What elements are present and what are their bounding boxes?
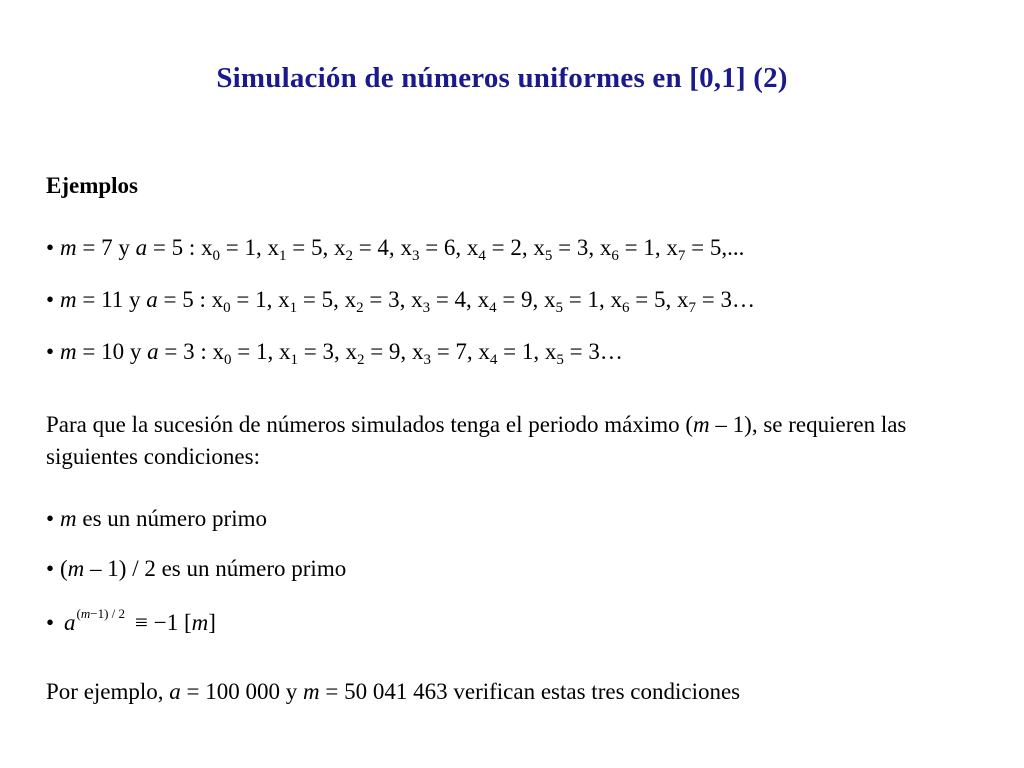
footer-prefix: Por ejemplo, (46, 679, 170, 704)
m-value: = 7 y (76, 235, 136, 260)
term-subscript: 1 (278, 248, 287, 264)
term-base: x (400, 235, 412, 260)
term-value: = 1, (231, 339, 279, 364)
term-value: = 4, (352, 235, 401, 260)
term-value: = 3, (552, 235, 600, 260)
term-subscript: 1 (290, 352, 298, 368)
bullet: • (46, 506, 55, 531)
term-base: x (212, 339, 224, 364)
term-subscript: 0 (223, 352, 232, 368)
term-base: x (278, 287, 290, 312)
var-a: a (135, 235, 148, 260)
term-base: x (477, 287, 490, 312)
term-value: = 1, (230, 287, 279, 312)
term-base: x (267, 235, 279, 260)
var-m: m (60, 506, 77, 531)
term-subscript: 2 (356, 352, 365, 368)
m-value: = 10 y (76, 339, 148, 364)
bullet: • (46, 287, 55, 312)
term-value: = 2, (485, 235, 534, 260)
term-base: x (666, 235, 678, 260)
term-base: x (478, 339, 490, 364)
term-value: = 3… (563, 339, 623, 364)
term-base: x (466, 235, 479, 260)
bullet: • (46, 556, 55, 581)
a-value: = 100 000 y (180, 679, 304, 704)
var-m: m (303, 679, 320, 704)
exp-rest: −1) / 2 (90, 606, 126, 621)
sequence-terms (212, 339, 623, 368)
condition-text: es un número primo (76, 506, 267, 531)
a-value: = 5 : (157, 287, 212, 312)
term-value: = 1, (563, 287, 611, 312)
exp-var-m: m (80, 606, 91, 621)
term-base: x (677, 287, 689, 312)
term-value: = 3, (363, 287, 412, 312)
term-base: x (411, 339, 424, 364)
term-base: x (278, 339, 291, 364)
condition-item (46, 607, 216, 642)
term-base: x (533, 235, 545, 260)
term-subscript: 6 (611, 248, 619, 264)
term-base: x (333, 235, 346, 260)
term-base: x (211, 287, 224, 312)
bullet: • (46, 339, 55, 364)
term-value: = 1, (497, 339, 545, 364)
term-subscript: 7 (677, 248, 686, 264)
term-value: = 5, (286, 235, 334, 260)
var-m: m (191, 610, 209, 635)
term-subscript: 3 (423, 352, 431, 368)
a-value: = 3 : (158, 339, 213, 364)
congruence: ≡ −1 [ (135, 610, 192, 635)
var-a: a (146, 287, 158, 312)
term-subscript: 4 (478, 248, 486, 264)
term-base: x (345, 339, 357, 364)
open-paren: ( (60, 556, 68, 581)
term-value: = 6, (419, 235, 467, 260)
term-subscript: 2 (356, 300, 364, 316)
term-value: = 5, (629, 287, 678, 312)
paragraph-text-start: Para que la sucesión de números simulados tenga el periodo máximo ( (46, 412, 694, 437)
var-m: m (60, 339, 77, 364)
term-base: x (544, 287, 556, 312)
bullet: • (46, 235, 55, 260)
term-value: = 5, (297, 287, 345, 312)
term-base: x (599, 235, 612, 260)
var-a: a (169, 679, 181, 704)
exp-open: ( (76, 606, 81, 621)
condition-item (46, 503, 267, 535)
condition-item (46, 553, 346, 585)
term-base: x (610, 287, 623, 312)
term-subscript: 3 (411, 248, 420, 264)
var-a: a (64, 610, 76, 635)
bullet: • (46, 610, 55, 635)
term-value: = 5,... (685, 235, 745, 260)
a-value: = 5 : (147, 235, 201, 260)
term-value: = 3… (696, 287, 755, 312)
term-subscript: 7 (688, 300, 697, 316)
exponent (77, 606, 126, 621)
term-subscript: 1 (289, 300, 298, 316)
examples-heading: Ejemplos (46, 173, 138, 198)
term-value: = 1, (219, 235, 268, 260)
example-sentence (46, 676, 740, 708)
term-subscript: 2 (345, 248, 353, 264)
condition-text: – 1) / 2 es un número primo (84, 556, 347, 581)
var-m: m (60, 287, 77, 312)
term-value: = 4, (430, 287, 478, 312)
term-subscript: 3 (422, 300, 431, 316)
term-value: = 9, (364, 339, 412, 364)
sequence-terms (211, 287, 755, 316)
var-m: m (60, 235, 77, 260)
conditions-paragraph (46, 409, 986, 473)
page-title: Simulación de números uniformes en [0,1] (2) (216, 62, 788, 94)
term-value: = 1, (618, 235, 667, 260)
term-base: x (200, 235, 213, 260)
term-value: = 7, (430, 339, 479, 364)
term-subscript: 5 (544, 248, 553, 264)
var-m: m (67, 556, 85, 581)
term-value: = 9, (496, 287, 545, 312)
sequence-terms (200, 235, 745, 264)
term-subscript: 4 (489, 300, 497, 316)
var-m: m (693, 412, 710, 437)
term-base: x (544, 339, 557, 364)
term-base: x (344, 287, 357, 312)
term-subscript: 5 (555, 300, 564, 316)
term-subscript: 5 (556, 352, 564, 368)
term-base: x (411, 287, 423, 312)
term-subscript: 0 (223, 300, 231, 316)
example-item (46, 284, 755, 316)
m-value: = 11 y (76, 287, 147, 312)
example-item (46, 336, 623, 368)
term-subscript: 6 (622, 300, 630, 316)
m-value: = 50 041 463 verifican estas tres condiciones (319, 679, 741, 704)
term-value: = 3, (297, 339, 346, 364)
term-subscript: 0 (212, 248, 220, 264)
paragraph-text-end: – 1), se requieren las siguientes condiciones: (46, 412, 907, 469)
close-bracket: ] (208, 610, 216, 635)
example-item (46, 232, 744, 264)
var-a: a (147, 339, 159, 364)
term-subscript: 4 (489, 352, 498, 368)
